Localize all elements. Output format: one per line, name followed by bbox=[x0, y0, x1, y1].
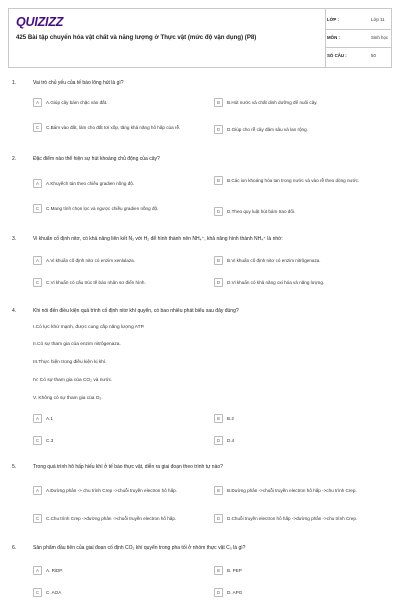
option-text: D.Vi khuẩn có khả năng oxi hóa và năng lượng. bbox=[227, 279, 325, 285]
worksheet-title: 425 Bài tập chuyển hóa vật chất và năng lượng ở Thực vật (mức độ vận dụng) (P8) bbox=[16, 34, 257, 41]
option-d[interactable] bbox=[214, 125, 394, 134]
option-letter: D bbox=[214, 125, 223, 134]
statement: III.Thực hiện trong điều kiện kị khí. bbox=[33, 360, 107, 365]
option-letter: A bbox=[33, 566, 42, 575]
option-c[interactable] bbox=[33, 204, 213, 213]
option-letter: D bbox=[214, 278, 223, 287]
option-b[interactable] bbox=[214, 98, 394, 107]
option-d[interactable] bbox=[214, 278, 394, 287]
option-letter: C bbox=[33, 436, 42, 445]
option-c[interactable] bbox=[33, 123, 213, 132]
header-divider bbox=[325, 9, 326, 67]
option-letter: C bbox=[33, 278, 42, 287]
option-text: B.Các ion khoáng hòa tan trong nước và vào rễ theo dòng nước. bbox=[227, 177, 360, 183]
option-letter: C bbox=[33, 588, 42, 597]
count-value: 50 bbox=[371, 53, 376, 58]
option-d[interactable] bbox=[214, 207, 394, 216]
option-letter: C bbox=[33, 514, 42, 523]
option-c[interactable] bbox=[33, 588, 213, 597]
question-number: 2. bbox=[12, 156, 17, 162]
option-a[interactable] bbox=[33, 486, 213, 495]
option-c[interactable] bbox=[33, 514, 213, 523]
option-text: C.Vi khuẩn có cấu trúc tế bào nhân sơ điển hình. bbox=[46, 279, 146, 285]
subject-label: MÔN : bbox=[327, 35, 340, 40]
question-text: Vi khuẩn cố định nitơ, có khả năng liên kết N₂ với H₂ để hình thành nên NH₄⁺, khả năng hình thành NH₄⁺ là nhờ: bbox=[33, 236, 283, 242]
class-value: Lớp 11 bbox=[371, 17, 385, 22]
option-text: B. PEP bbox=[227, 567, 242, 573]
option-letter: D bbox=[214, 207, 223, 216]
count-label: SỐ CÂU : bbox=[327, 53, 347, 58]
statement: V. Không có sự tham gia của O₂. bbox=[33, 396, 103, 401]
option-a[interactable] bbox=[33, 414, 213, 423]
question-text: Đặc điểm nào thể hiện sự hút khoáng chủ động của cây? bbox=[33, 156, 160, 162]
option-letter: B bbox=[214, 256, 223, 265]
subject-value: Sinh học bbox=[371, 35, 389, 40]
option-b[interactable] bbox=[214, 256, 394, 265]
statement: IV. Có sự tham gia của CO₂ và nước. bbox=[33, 378, 113, 383]
option-text: C. AOA bbox=[46, 589, 62, 595]
option-letter: A bbox=[33, 179, 42, 188]
option-text: D. APG bbox=[227, 589, 243, 595]
option-text: D.Theo quy luật hút bám trao đổi. bbox=[227, 208, 296, 214]
option-a[interactable] bbox=[33, 566, 213, 575]
question-text: Vai trò chủ yếu của tế bào lông hút là gì? bbox=[33, 80, 124, 86]
option-text: B.Đường phân ->chuỗi truyền electron hô hấp ->chu trình Crep. bbox=[227, 487, 357, 493]
question-number: 4. bbox=[12, 308, 17, 314]
option-letter: C bbox=[33, 123, 42, 132]
option-text: C.3 bbox=[46, 437, 54, 443]
option-text: D.Chuỗi truyền electron hô hấp ->đường phân ->chu trình Crep. bbox=[227, 515, 358, 521]
question-number: 1. bbox=[12, 80, 17, 86]
meta-divider bbox=[326, 47, 392, 48]
option-text: A. RiDP. bbox=[46, 567, 64, 573]
option-text: B.Vi khuẩn cố định nitơ có enzim nitrôgenaza. bbox=[227, 257, 321, 263]
option-text: A.Giúp cây bám chặc vào đất. bbox=[46, 99, 108, 105]
option-text: A.1 bbox=[46, 415, 53, 421]
option-letter: A bbox=[33, 486, 42, 495]
option-letter: D bbox=[214, 588, 223, 597]
option-d[interactable] bbox=[214, 514, 394, 523]
option-letter: A bbox=[33, 98, 42, 107]
option-text: A.Khuyếch tán theo chiều gradien nồng độ. bbox=[46, 180, 135, 186]
option-a[interactable] bbox=[33, 256, 213, 265]
option-b[interactable] bbox=[214, 176, 394, 185]
option-text: A.Vi khuẩn cố định nitơ có enzim xenlulaza. bbox=[46, 257, 135, 263]
option-a[interactable] bbox=[33, 98, 213, 107]
worksheet-header bbox=[8, 8, 392, 68]
quizizz-logo: QUIZIZZ bbox=[16, 15, 64, 29]
option-c[interactable] bbox=[33, 278, 213, 287]
option-text: C.Bám vào đất, làm cho đất tơi xốp, tăng khả năng hô hấp của rễ. bbox=[46, 124, 181, 130]
option-c[interactable] bbox=[33, 436, 213, 445]
option-letter: B bbox=[214, 176, 223, 185]
option-text: A.Đường phân -> chu trình Crep ->chuỗi truyền electron hô hấp. bbox=[46, 487, 177, 493]
option-text: C.Chu trình Crep ->đường phân ->chuỗi truyền electron hô hấp. bbox=[46, 515, 177, 521]
option-letter: B bbox=[214, 98, 223, 107]
option-text: B.2 bbox=[227, 415, 234, 421]
option-letter: C bbox=[33, 204, 42, 213]
question-number: 6. bbox=[12, 545, 17, 551]
option-text: D.Giúp cho rễ cây đâm sâu và lan rộng. bbox=[227, 126, 308, 132]
statement: I.Có lực khử mạnh, được cung cấp năng lượng ATP. bbox=[33, 325, 145, 330]
option-letter: B bbox=[214, 566, 223, 575]
option-letter: D bbox=[214, 514, 223, 523]
option-letter: A bbox=[33, 414, 42, 423]
question-text: Sản phẩm đầu tiên của giai đoạn cố định CO₂ khí quyển trong pha tối ở nhóm thực vật C₃ là gì? bbox=[33, 545, 246, 551]
option-letter: B bbox=[214, 486, 223, 495]
question-number: 3. bbox=[12, 236, 17, 242]
option-letter: D bbox=[214, 436, 223, 445]
question-text: Khi nói đến điều kiện quá trình cố định nitơ khí quyển, có bao nhiêu phát biểu sau đây đúng? bbox=[33, 308, 239, 314]
option-d[interactable] bbox=[214, 436, 394, 445]
option-a[interactable] bbox=[33, 179, 213, 188]
class-label: LỚP : bbox=[327, 17, 339, 22]
option-d[interactable] bbox=[214, 588, 394, 597]
statement: II.Có sự tham gia của enzim nitrôgenaza. bbox=[33, 342, 121, 347]
option-b[interactable] bbox=[214, 486, 394, 495]
option-b[interactable] bbox=[214, 414, 394, 423]
option-text: D.4 bbox=[227, 437, 235, 443]
question-number: 5. bbox=[12, 464, 17, 470]
option-letter: B bbox=[214, 414, 223, 423]
option-letter: A bbox=[33, 256, 42, 265]
option-b[interactable] bbox=[214, 566, 394, 575]
option-text: B.Hút nước và chất dinh dưỡng để nuôi cây. bbox=[227, 99, 318, 105]
question-text: Trong quá trình hô hấp hiếu khí ở tế bào thực vật, diễn ra giai đoạn theo trình tự nào? bbox=[33, 464, 223, 470]
option-text: C.Mang tính chọn lọc và ngược chiều gradien nồng độ. bbox=[46, 205, 159, 211]
meta-divider bbox=[326, 29, 392, 30]
